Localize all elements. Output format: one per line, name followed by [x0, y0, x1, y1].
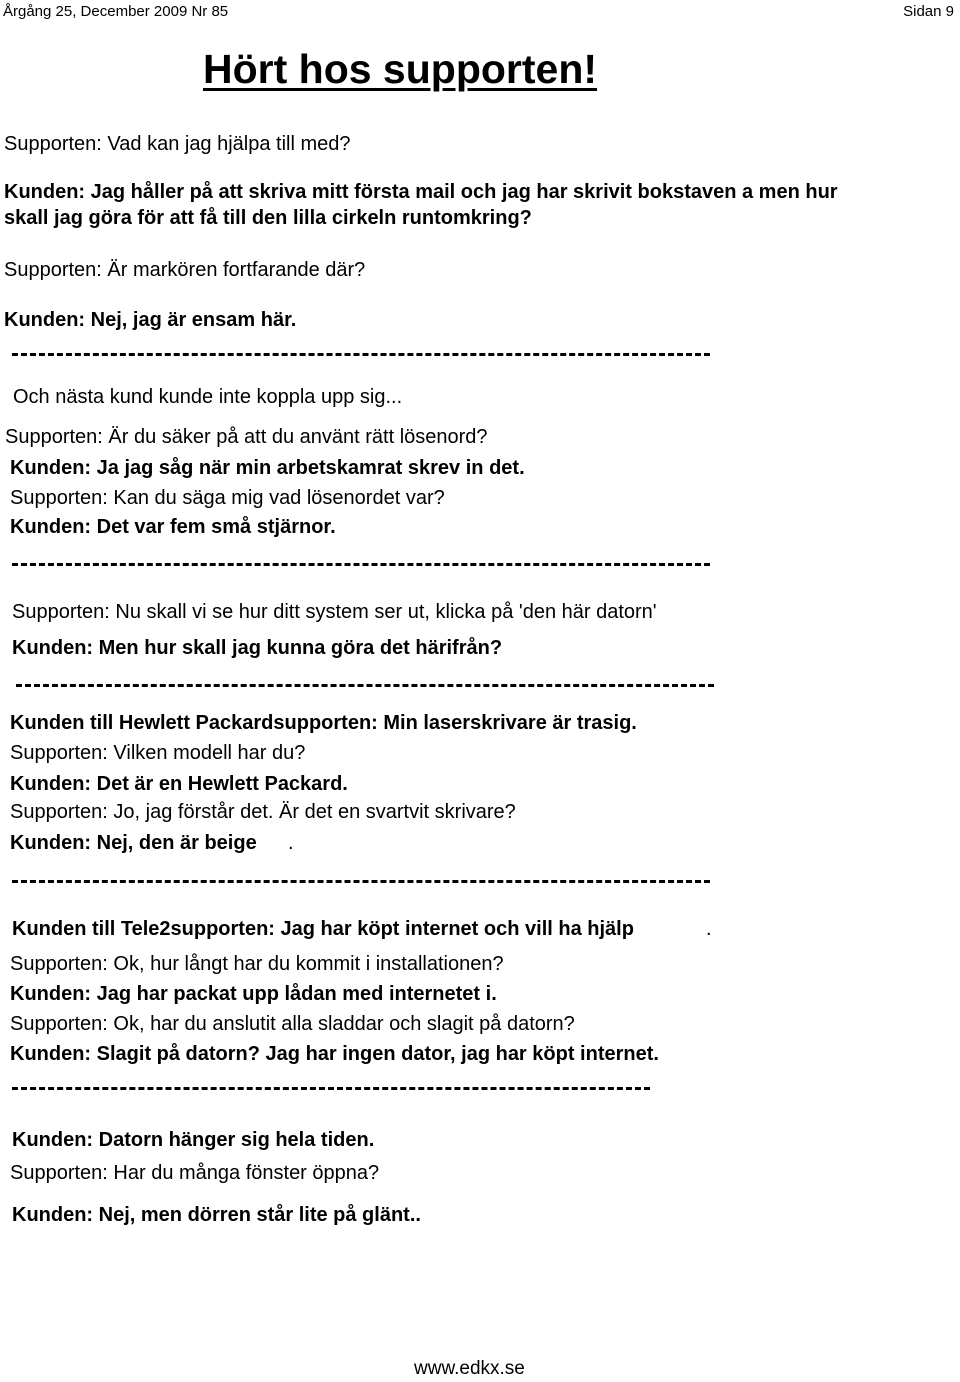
dialogue-line: Kunden till Hewlett Packardsupporten: Min laserskrivare är trasig.: [10, 712, 637, 734]
trailing-period: .: [288, 832, 294, 854]
page-number: Sidan 9: [903, 3, 954, 20]
dialogue-line: Supporten: Jo, jag förstår det. Är det en svartvit skrivare?: [10, 801, 516, 823]
dialogue-line: Kunden: Nej, jag är ensam här.: [4, 309, 297, 331]
dialogue-line: Kunden: Slagit på datorn? Jag har ingen dator, jag har köpt internet.: [10, 1043, 659, 1065]
dialogue-line: Supporten: Ok, hur långt har du kommit i installationen?: [10, 953, 504, 975]
dialogue-line: Kunden: Men hur skall jag kunna göra det härifrån?: [12, 637, 503, 659]
dialogue-line: Supporten: Kan du säga mig vad lösenordet var?: [10, 487, 445, 509]
dialogue-line: Supporten: Vad kan jag hjälpa till med?: [4, 133, 351, 155]
separator: [12, 353, 710, 356]
page-title: Hört hos supporten!: [203, 46, 598, 92]
trailing-period: .: [706, 918, 712, 940]
dialogue-line: Och nästa kund kunde inte koppla upp sig...: [13, 386, 403, 408]
dialogue-line: Supporten: Är markören fortfarande där?: [4, 259, 366, 281]
footer-url: www.edkx.se: [414, 1358, 525, 1379]
issue-header: Årgång 25, December 2009 Nr 85: [3, 3, 229, 20]
dialogue-line: Supporten: Ok, har du anslutit alla sladdar och slagit på datorn?: [10, 1013, 575, 1035]
dialogue-line: skall jag göra för att få till den lilla cirkeln runtomkring?: [4, 207, 532, 229]
dialogue-line: Kunden: Ja jag såg när min arbetskamrat skrev in det.: [10, 457, 525, 479]
dialogue-line: Kunden till Tele2supporten: Jag har köpt internet och vill ha hjälp: [12, 918, 634, 940]
dialogue-line: Supporten: Vilken modell har du?: [10, 742, 306, 764]
dialogue-line: Kunden: Nej, den är beige: [10, 832, 257, 854]
dialogue-line: Kunden: Datorn hänger sig hela tiden.: [12, 1129, 375, 1151]
dialogue-line: Kunden: Det var fem små stjärnor.: [10, 516, 336, 538]
separator: [12, 563, 710, 566]
separator: [16, 684, 714, 687]
separator: [12, 880, 710, 883]
dialogue-line: Kunden: Jag håller på att skriva mitt första mail och jag har skrivit bokstaven a men hur: [4, 181, 838, 203]
separator: [12, 1087, 650, 1090]
dialogue-line: Supporten: Har du många fönster öppna?: [10, 1162, 380, 1184]
dialogue-line: Kunden: Det är en Hewlett Packard.: [10, 773, 348, 795]
dialogue-line: Supporten: Är du säker på att du använt rätt lösenord?: [5, 426, 488, 448]
dialogue-line: Supporten: Nu skall vi se hur ditt system ser ut, klicka på 'den här datorn': [12, 601, 657, 623]
dialogue-line: Kunden: Nej, men dörren står lite på glänt..: [12, 1204, 421, 1226]
dialogue-line: Kunden: Jag har packat upp lådan med internetet i.: [10, 983, 497, 1005]
